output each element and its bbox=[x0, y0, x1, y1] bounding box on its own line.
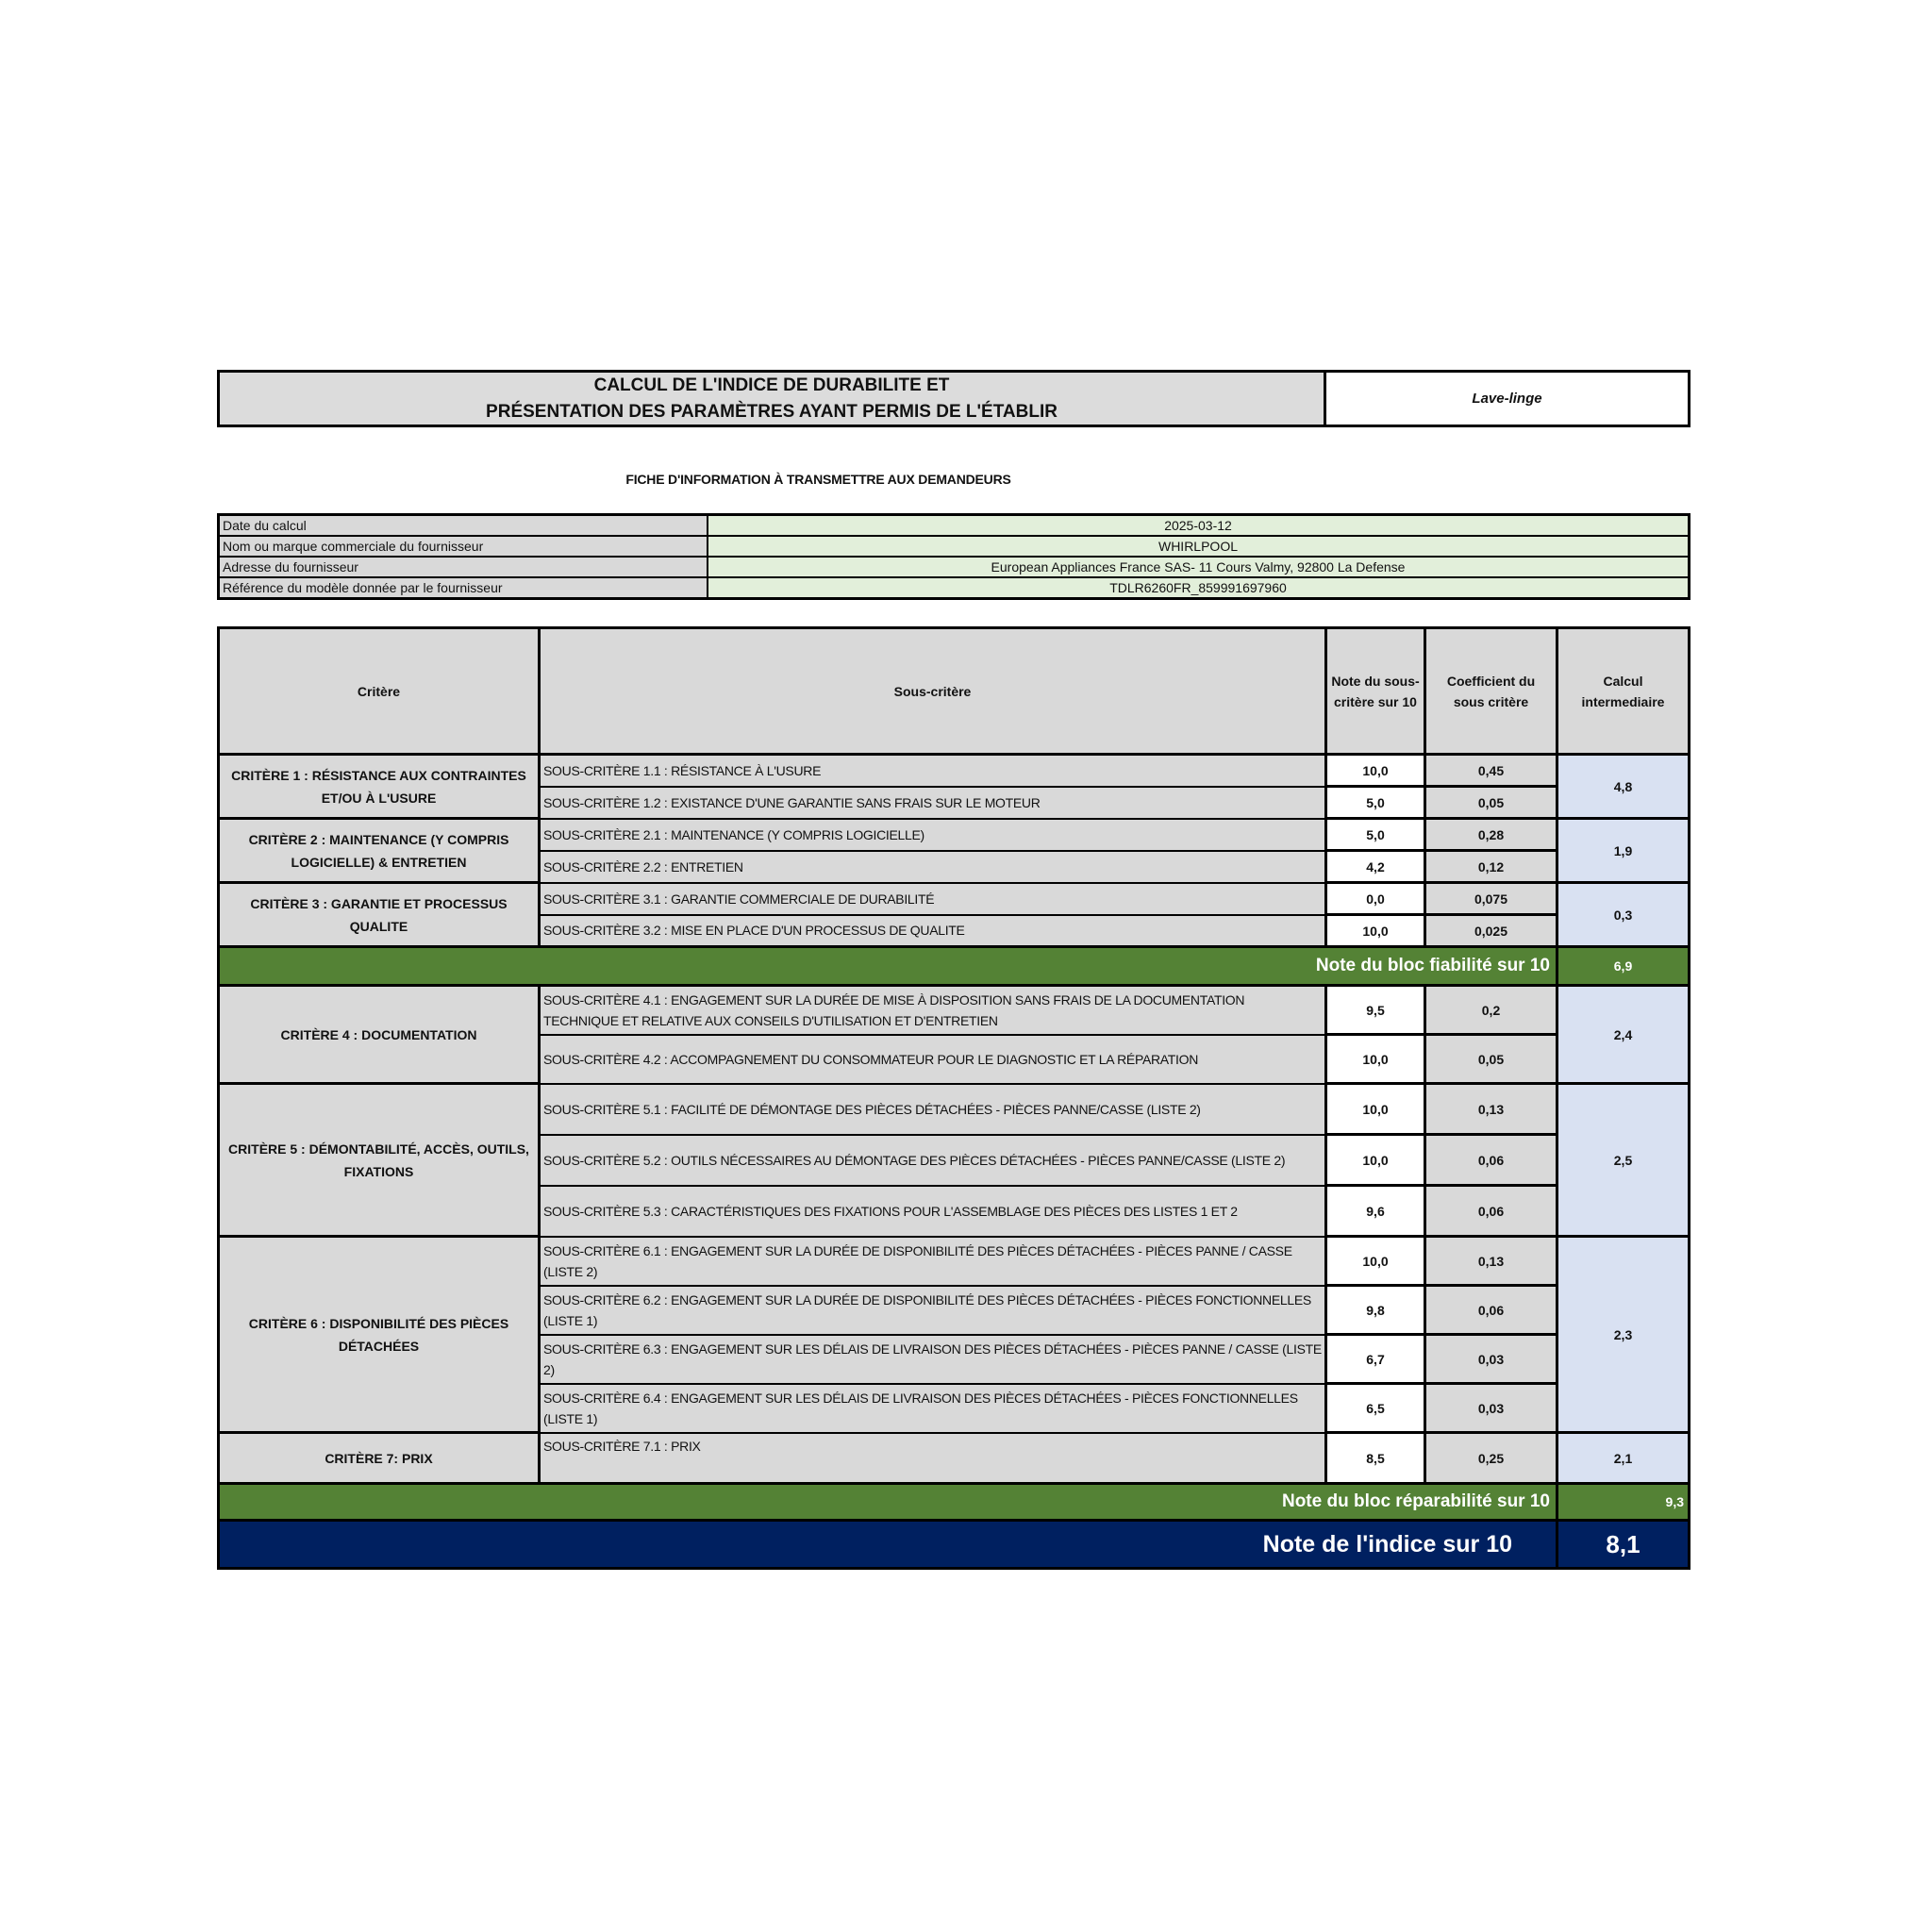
info-value: TDLR6260FR_859991697960 bbox=[708, 577, 1690, 599]
fiabilite-band bbox=[219, 947, 1690, 986]
coef-2-2: 0,12 bbox=[1425, 851, 1557, 883]
intermediate-4: 2,4 bbox=[1557, 986, 1690, 1084]
coef-1-1: 0,45 bbox=[1425, 755, 1557, 787]
criteria-row bbox=[219, 819, 1690, 851]
info-value: European Appliances France SAS- 11 Cours Valmy, 92800 La Defense bbox=[708, 557, 1690, 577]
coef-7-1: 0,25 bbox=[1425, 1433, 1557, 1484]
coef-5-1: 0,13 bbox=[1425, 1084, 1557, 1135]
col-header-sous-critere: Sous-critère bbox=[540, 628, 1326, 755]
info-label: Nom ou marque commerciale du fournisseur bbox=[219, 536, 708, 557]
info-row-brand bbox=[219, 536, 1690, 557]
criterion-4-name: CRITÈRE 4 : DOCUMENTATION bbox=[219, 986, 540, 1084]
coef-1-2: 0,05 bbox=[1425, 787, 1557, 819]
criteria-table bbox=[217, 626, 1690, 1570]
criterion-1-name: CRITÈRE 1 : RÉSISTANCE AUX CONTRAINTES ET/OU À L'USURE bbox=[219, 755, 540, 819]
criterion-6-name: CRITÈRE 6 : DISPONIBILITÉ DES PIÈCES DÉTACHÉES bbox=[219, 1237, 540, 1433]
subcriterion-7-1: SOUS-CRITÈRE 7.1 : PRIX bbox=[540, 1433, 1326, 1484]
coef-3-2: 0,025 bbox=[1425, 915, 1557, 947]
intermediate-3: 0,3 bbox=[1557, 883, 1690, 947]
fiabilite-label: Note du bloc fiabilité sur 10 bbox=[219, 947, 1557, 986]
note-4-2: 10,0 bbox=[1326, 1035, 1425, 1084]
indice-score: 8,1 bbox=[1557, 1521, 1690, 1569]
coef-3-1: 0,075 bbox=[1425, 883, 1557, 915]
coef-5-3: 0,06 bbox=[1425, 1186, 1557, 1237]
col-header-coefficient bbox=[1425, 628, 1557, 755]
title-line-1: CALCUL DE L'INDICE DE DURABILITE ET bbox=[593, 375, 950, 395]
intermediate-7: 2,1 bbox=[1557, 1433, 1690, 1484]
intermediate-1: 4,8 bbox=[1557, 755, 1690, 819]
criteria-row bbox=[219, 1084, 1690, 1135]
criterion-7-name: CRITÈRE 7: PRIX bbox=[219, 1433, 540, 1484]
note-5-2: 10,0 bbox=[1326, 1135, 1425, 1186]
note-7-1: 8,5 bbox=[1326, 1433, 1425, 1484]
criteria-row bbox=[219, 883, 1690, 915]
subcriterion-2-2: SOUS-CRITÈRE 2.2 : ENTRETIEN bbox=[540, 851, 1326, 883]
coef-6-4: 0,03 bbox=[1425, 1384, 1557, 1433]
note-2-1: 5,0 bbox=[1326, 819, 1425, 851]
info-label: Date du calcul bbox=[219, 515, 708, 537]
note-2-2: 4,2 bbox=[1326, 851, 1425, 883]
subcriterion-4-2: SOUS-CRITÈRE 4.2 : ACCOMPAGNEMENT DU CONSOMMATEUR POUR LE DIAGNOSTIC ET LA RÉPARATION bbox=[540, 1035, 1326, 1084]
criterion-2-name: CRITÈRE 2 : MAINTENANCE (Y COMPRIS LOGICIELLE) & ENTRETIEN bbox=[219, 819, 540, 883]
col-header-calc-line-2: intermediaire bbox=[1581, 693, 1665, 709]
indice-band bbox=[219, 1521, 1690, 1569]
document-title bbox=[220, 373, 1326, 425]
coef-6-3: 0,03 bbox=[1425, 1335, 1557, 1384]
criteria-row bbox=[219, 755, 1690, 787]
info-value: 2025-03-12 bbox=[708, 515, 1690, 537]
note-4-1: 9,5 bbox=[1326, 986, 1425, 1035]
note-6-4: 6,5 bbox=[1326, 1384, 1425, 1433]
col-header-coef-line-1: Coefficient du bbox=[1446, 673, 1536, 689]
intermediate-2: 1,9 bbox=[1557, 819, 1690, 883]
col-header-note-line-1: Note du sous- bbox=[1331, 673, 1420, 689]
subcriterion-5-1: SOUS-CRITÈRE 5.1 : FACILITÉ DE DÉMONTAGE DES PIÈCES DÉTACHÉES - PIÈCES PANNE/CASSE (LISTE 2) bbox=[540, 1084, 1326, 1135]
col-header-intermediaire bbox=[1557, 628, 1690, 755]
subcriterion-6-2: SOUS-CRITÈRE 6.2 : ENGAGEMENT SUR LA DURÉE DE DISPONIBILITÉ DES PIÈCES DÉTACHÉES - PIÈCES FONCTIONNELLES (LISTE 1) bbox=[540, 1286, 1326, 1335]
subcriterion-6-3: SOUS-CRITÈRE 6.3 : ENGAGEMENT SUR LES DÉLAIS DE LIVRAISON DES PIÈCES DÉTACHÉES - PIÈCES PANNE / CASSE (LISTE 2) bbox=[540, 1335, 1326, 1384]
subcriterion-3-1: SOUS-CRITÈRE 3.1 : GARANTIE COMMERCIALE DE DURABILITÉ bbox=[540, 883, 1326, 915]
intermediate-6: 2,3 bbox=[1557, 1237, 1690, 1433]
note-6-1: 10,0 bbox=[1326, 1237, 1425, 1286]
criteria-row bbox=[219, 986, 1690, 1035]
col-header-critere: Critère bbox=[219, 628, 540, 755]
subcriterion-5-2: SOUS-CRITÈRE 5.2 : OUTILS NÉCESSAIRES AU DÉMONTAGE DES PIÈCES DÉTACHÉES - PIÈCES PANNE/CASSE (LISTE 2) bbox=[540, 1135, 1326, 1186]
intermediate-5: 2,5 bbox=[1557, 1084, 1690, 1237]
info-value: WHIRLPOOL bbox=[708, 536, 1690, 557]
product-type: Lave-linge bbox=[1472, 391, 1542, 407]
fiabilite-score: 6,9 bbox=[1557, 947, 1690, 986]
criteria-row bbox=[219, 1433, 1690, 1484]
criterion-5-name: CRITÈRE 5 : DÉMONTABILITÉ, ACCÈS, OUTILS, FIXATIONS bbox=[219, 1084, 540, 1237]
note-5-1: 10,0 bbox=[1326, 1084, 1425, 1135]
subcriterion-4-1: SOUS-CRITÈRE 4.1 : ENGAGEMENT SUR LA DURÉE DE MISE À DISPOSITION SANS FRAIS DE LA DOCUMENTATION TECHNIQUE ET RELATIVE AUX CONSEILS D'UTILISATION ET D'ENTRETIEN bbox=[540, 986, 1326, 1035]
note-3-2: 10,0 bbox=[1326, 915, 1425, 947]
reparabilite-band bbox=[219, 1484, 1690, 1521]
coef-4-1: 0,2 bbox=[1425, 986, 1557, 1035]
coef-6-1: 0,13 bbox=[1425, 1237, 1557, 1286]
subcriterion-5-3: SOUS-CRITÈRE 5.3 : CARACTÉRISTIQUES DES FIXATIONS POUR L'ASSEMBLAGE DES PIÈCES DES LISTES 1 ET 2 bbox=[540, 1186, 1326, 1237]
subcriterion-1-2: SOUS-CRITÈRE 1.2 : EXISTANCE D'UNE GARANTIE SANS FRAIS SUR LE MOTEUR bbox=[540, 787, 1326, 819]
criteria-header-row bbox=[219, 628, 1690, 755]
coef-2-1: 0,28 bbox=[1425, 819, 1557, 851]
subcriterion-3-2: SOUS-CRITÈRE 3.2 : MISE EN PLACE D'UN PROCESSUS DE QUALITE bbox=[540, 915, 1326, 947]
note-5-3: 9,6 bbox=[1326, 1186, 1425, 1237]
note-6-3: 6,7 bbox=[1326, 1335, 1425, 1384]
supplier-info-table bbox=[217, 513, 1690, 600]
info-row-address bbox=[219, 557, 1690, 577]
indice-label: Note de l'indice sur 10 bbox=[219, 1521, 1557, 1569]
note-6-2: 9,8 bbox=[1326, 1286, 1425, 1335]
info-row-model bbox=[219, 577, 1690, 599]
info-label: Adresse du fournisseur bbox=[219, 557, 708, 577]
criteria-row bbox=[219, 1237, 1690, 1286]
subcriterion-2-1: SOUS-CRITÈRE 2.1 : MAINTENANCE (Y COMPRIS LOGICIELLE) bbox=[540, 819, 1326, 851]
note-1-1: 10,0 bbox=[1326, 755, 1425, 787]
criterion-3-name: CRITÈRE 3 : GARANTIE ET PROCESSUS QUALITE bbox=[219, 883, 540, 947]
note-1-2: 5,0 bbox=[1326, 787, 1425, 819]
sheet-subtitle: FICHE D'INFORMATION À TRANSMETTRE AUX DEMANDEURS bbox=[625, 472, 1011, 487]
subcriterion-6-1: SOUS-CRITÈRE 6.1 : ENGAGEMENT SUR LA DURÉE DE DISPONIBILITÉ DES PIÈCES DÉTACHÉES - PIÈCES PANNE / CASSE (LISTE 2) bbox=[540, 1237, 1326, 1286]
col-header-coef-line-2: sous critère bbox=[1453, 693, 1529, 709]
col-header-calc-line-1: Calcul bbox=[1603, 673, 1643, 689]
info-row-date bbox=[219, 515, 1690, 537]
subcriterion-6-4: SOUS-CRITÈRE 6.4 : ENGAGEMENT SUR LES DÉLAIS DE LIVRAISON DES PIÈCES DÉTACHÉES - PIÈCES FONCTIONNELLES (LISTE 1) bbox=[540, 1384, 1326, 1433]
coef-4-2: 0,05 bbox=[1425, 1035, 1557, 1084]
title-line-2: PRÉSENTATION DES PARAMÈTRES AYANT PERMIS DE L'ÉTABLIR bbox=[486, 401, 1058, 422]
coef-6-2: 0,06 bbox=[1425, 1286, 1557, 1335]
info-label: Référence du modèle donnée par le fournisseur bbox=[219, 577, 708, 599]
reparabilite-label: Note du bloc réparabilité sur 10 bbox=[219, 1484, 1557, 1521]
col-header-note bbox=[1326, 628, 1425, 755]
note-3-1: 0,0 bbox=[1326, 883, 1425, 915]
subcriterion-1-1: SOUS-CRITÈRE 1.1 : RÉSISTANCE À L'USURE bbox=[540, 755, 1326, 787]
reparabilite-score: 9,3 bbox=[1557, 1484, 1690, 1521]
col-header-note-line-2: critère sur 10 bbox=[1334, 693, 1417, 709]
coef-5-2: 0,06 bbox=[1425, 1135, 1557, 1186]
header-block bbox=[217, 370, 1690, 427]
